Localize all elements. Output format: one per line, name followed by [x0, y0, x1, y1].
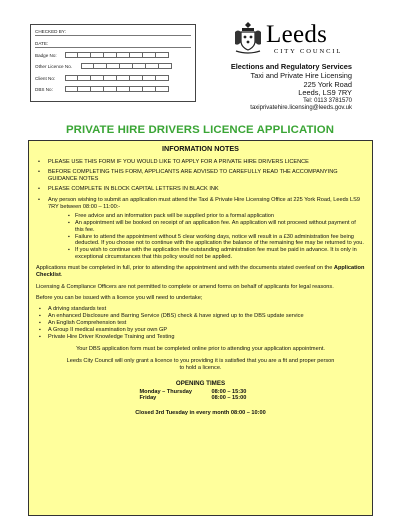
client-no-field[interactable] [35, 76, 191, 81]
field-label: Client No: [35, 76, 56, 81]
information-notes-box [28, 140, 373, 516]
hours-day: Monday – Thursday [139, 388, 193, 395]
info-bullets [36, 159, 365, 261]
list-item [36, 197, 365, 261]
coat-of-arms-icon [232, 20, 264, 54]
other-licence-field[interactable] [35, 64, 191, 69]
field-label: DATE: [35, 41, 49, 46]
checklist-reference: Application Checklist [36, 265, 365, 279]
attendance-sub-bullets [68, 213, 365, 260]
street-address: 225 York Road [303, 79, 352, 89]
hours-row [36, 389, 365, 396]
department-name: Elections and Regulatory Services [230, 62, 352, 71]
list-item: ▪ A Group II medical examination by your own GP [36, 327, 365, 334]
requirements-list [36, 306, 365, 341]
list-item: • BEFORE COMPLETING THIS FORM, APPLICANTS ARE ADVISED TO CAREFULLY READ THE ACCOMPANYING GUIDANCE NOTES [36, 169, 365, 182]
grant-note: Leeds City Council will only grant a licence to you providing it is satisfied that you are a fit and proper person to hold a licence. [66, 357, 335, 371]
unit-name: Taxi and Private Hire Licensing [250, 70, 352, 80]
completion-text: Applications must be completed in full, prior to attending the appointment and with the documents stated overleaf on the [36, 265, 334, 272]
opening-times-title: OPENING TIMES [175, 380, 226, 388]
list-item: ▪ Failure to attend the appointment without 5 clear working days, notice will result in a £30 administration fee being deducted. If you choose not to continue with the application the balance of the remaining fee may be returned to you. [68, 234, 365, 247]
field-label: Other Licence No. [35, 64, 73, 69]
legal-note: Licensing & Compliance Officers are not permitted to complete or amend forms on behalf of applicants for legal reasons. [36, 283, 334, 290]
hours-day: Friday [139, 395, 157, 402]
council-name: Leeds [266, 21, 328, 48]
info-heading: INFORMATION NOTES [162, 144, 239, 153]
dbs-no-field[interactable] [35, 87, 191, 92]
field-label: CHECKED BY: [35, 29, 66, 34]
opening-times [36, 381, 365, 402]
telephone: Tel: 0113 3781570 [303, 98, 352, 105]
list-item: ▪ If you wish to continue with the application the outstanding administration fee must be paid in advance. It is only in exceptional circumstances that this policy would not be applied. [68, 247, 365, 260]
field-label: DBS No: [35, 87, 53, 92]
council-subtitle: CITY COUNCIL [274, 48, 343, 55]
hours-time: 08:00 – 15:00 [211, 395, 247, 402]
list-item: ▪ Private Hire Driver Knowledge Training and Testing [36, 334, 365, 341]
dbs-note: Your DBS application form must be completed online prior to attending your application appointment. [76, 346, 325, 353]
list-item: ▪ A driving standards test [36, 306, 365, 313]
list-item: ▪ Free advice and an information pack will be supplied prior to a formal application [68, 213, 365, 220]
field-label: Badge No: [35, 53, 57, 58]
list-item: ▪ An appointment will be booked on receipt of an application fee. An application will not proceed without payment of this fee. [68, 220, 365, 233]
checked-by-field[interactable] [35, 29, 191, 34]
list-item: • PLEASE USE THIS FORM IF YOU WOULD LIKE TO APPLY FOR A PRIVATE HIRE DRIVERS LICENCE [36, 159, 365, 166]
hours-time: 08:00 – 15:30 [211, 388, 247, 395]
list-item: • PLEASE COMPLETE IN BLOCK CAPITAL LETTERS IN BLACK INK [36, 186, 365, 193]
office-use-box [30, 24, 196, 102]
closure-note: Closed 3rd Tuesday in every month 08:00 – 10:00 [135, 409, 266, 416]
email-address[interactable]: taxiprivatehire.licensing@leeds.gov.uk [250, 105, 352, 112]
list-item: ▪ An enhanced Disclosure and Barring Service (DBS) check & have signed up to the DBS update service [36, 313, 365, 320]
completion-end: . [60, 272, 63, 279]
city-postcode: Leeds, LS9 7RY [298, 88, 352, 98]
requirements-intro: Before you can be issued with a licence you will need to undertake; [36, 295, 203, 302]
attendance-text: Any person wishing to submit an application must attend the Taxi & Private Hire Licensing Office at 225 York Road, Leeds LS9 7RY between 08:00 – 11:00:- [48, 196, 360, 210]
completion-note [36, 265, 365, 278]
address-block [231, 63, 352, 113]
leeds-city-council-logo [232, 20, 352, 60]
hours-row [36, 395, 365, 402]
page-title: PRIVATE HIRE DRIVERS LICENCE APPLICATION [65, 124, 335, 136]
list-item: ▪ An English Comprehension test [36, 320, 365, 327]
badge-no-field[interactable] [35, 53, 191, 58]
date-field[interactable] [35, 41, 191, 46]
